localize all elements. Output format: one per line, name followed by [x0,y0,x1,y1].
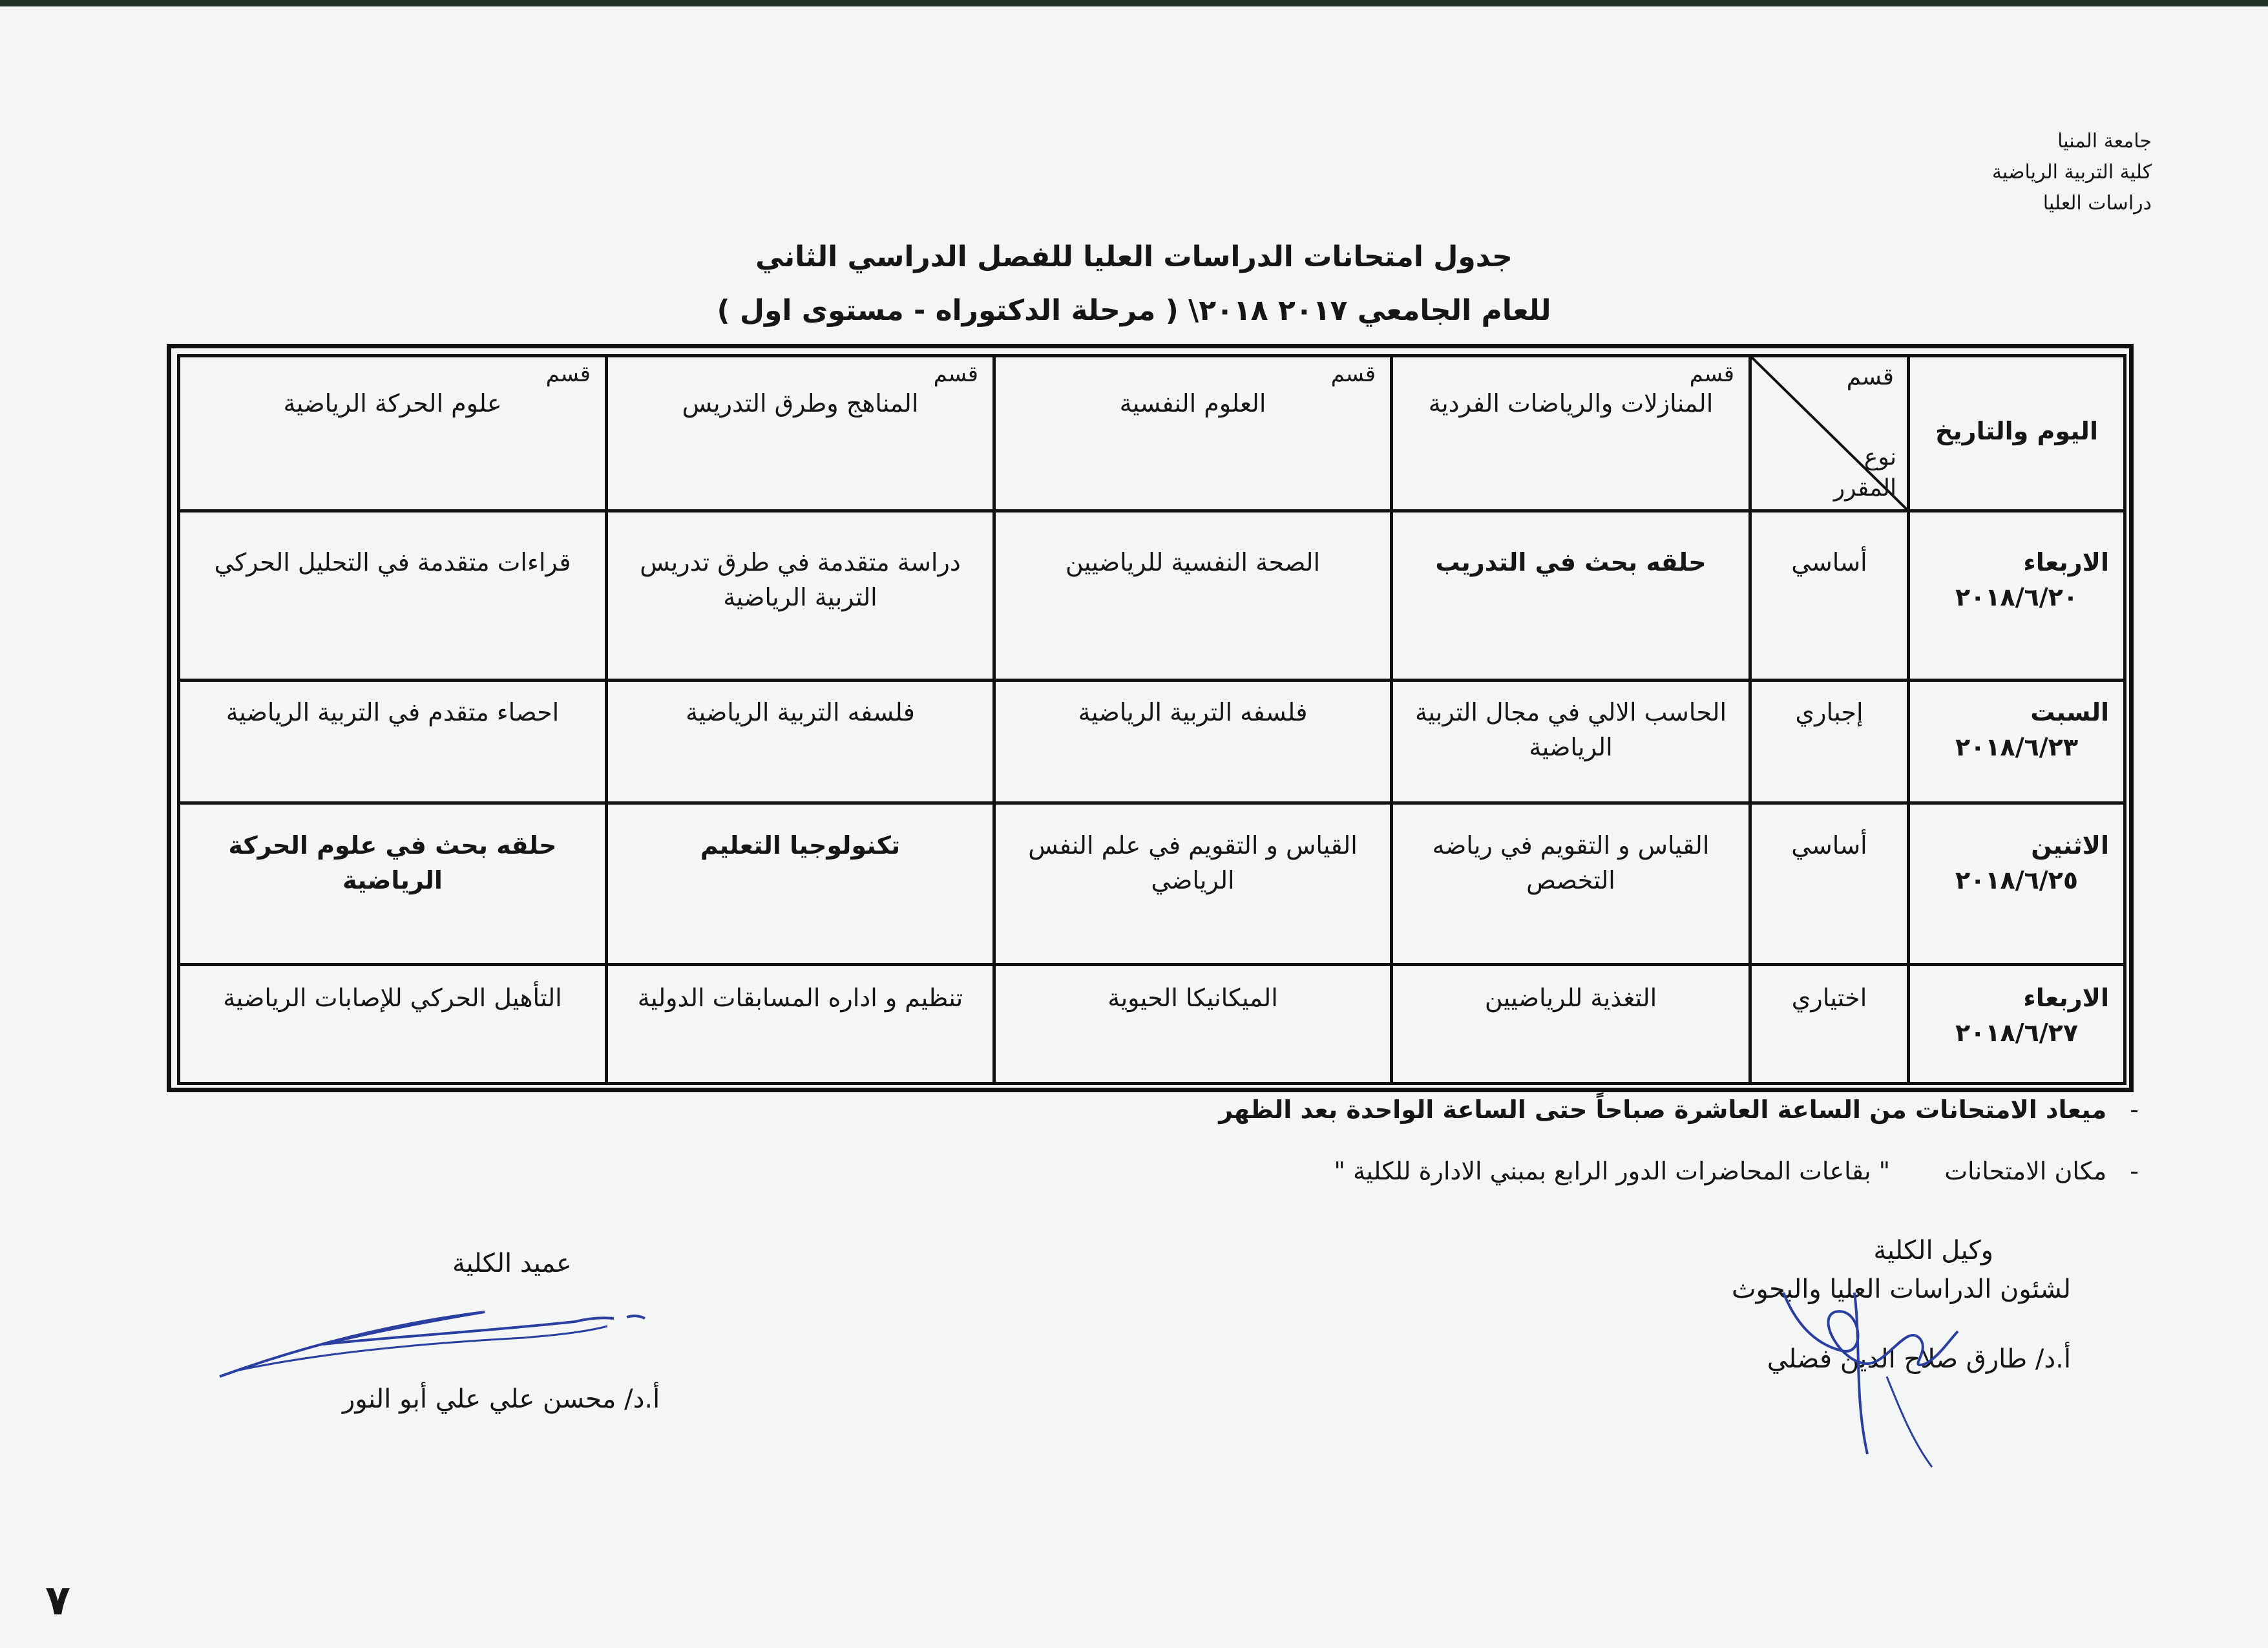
course-cell: حلقه بحث في التدريب [1392,511,1750,681]
course-cell: احصاء متقدم في التربية الرياضية [179,681,607,803]
day-date-cell [1909,965,2125,1084]
department-header [179,356,607,511]
day-name: الاربعاء [2023,984,2109,1012]
university-name: جامعة المنيا [2057,130,2152,153]
department-header [1392,356,1750,511]
course-cell: تكنولوجيا التعليم [607,803,994,965]
department-name: دراسات العليا [2042,192,2152,215]
course-type-header [1750,356,1909,511]
exam-place-note [1334,1157,2139,1185]
course-cell: تنظيم و اداره المسابقات الدولية [607,965,994,1084]
page-number: ٧ [45,1577,71,1625]
department-name: العلوم النفسية [1119,389,1266,417]
day-date-cell [1909,681,2125,803]
department-header [994,356,1392,511]
exam-date: ٢٠١٨/٦/٢٧ [1955,1019,2079,1047]
exam-time-note [1219,1095,2139,1124]
dean-signature-scribble [213,1293,666,1389]
course-cell: الميكانيكا الحيوية [994,965,1392,1084]
department-name: علوم الحركة الرياضية [283,389,502,417]
course-cell: فلسفه التربية الرياضية [607,681,994,803]
exam-place-label: مكان الامتحانات [1944,1157,2107,1185]
department-label: قسم [1689,361,1734,387]
department-label: قسم [1330,361,1376,387]
table-row [179,511,2125,681]
table-row [179,803,2125,965]
exam-date: ٢٠١٨/٦/٢٥ [1955,866,2079,894]
exam-time-text: ميعاد الامتحانات من الساعة العاشرة صباحاً حتى الساعة الواحدة بعد الظهر [1219,1095,2107,1124]
exam-date: ٢٠١٨/٦/٢٠ [1955,583,2079,611]
exam-date: ٢٠١٨/٦/٢٣ [1955,733,2079,761]
course-cell: التغذية للرياضيين [1392,965,1750,1084]
course-cell: التأهيل الحركي للإصابات الرياضية [179,965,607,1084]
dean-name: أ.د/ محسن علي علي أبو النور [342,1384,660,1414]
day-name: السبت [2030,698,2109,726]
vice-dean-title-line1: وكيل الكلية [1873,1236,1993,1265]
day-name: الاثنين [2031,831,2109,860]
exam-place-value: " بقاعات المحاضرات الدور الرابع بمبني الادارة للكلية " [1334,1157,1891,1185]
faculty-name: كلية التربية الرياضية [1991,161,2152,184]
course-cell: الحاسب الالي في مجال التربية الرياضية [1392,681,1750,803]
course-cell: حلقه بحث في علوم الحركة الرياضية [179,803,607,965]
dean-title: عميد الكلية [452,1249,572,1278]
diag-header-type [1834,442,1896,504]
table-header-row [179,356,2125,511]
course-cell: الصحة النفسية للرياضيين [994,511,1392,681]
course-type: أساسي [1750,511,1909,681]
course-cell: فلسفه التربية الرياضية [994,681,1392,803]
diag-header-type-line2: المقرر [1833,475,1896,502]
course-cell: القياس و التقويم في علم النفس الرياضي [994,803,1392,965]
course-type: أساسي [1750,803,1909,965]
day-date-cell [1909,511,2125,681]
department-name: المنازلات والرياضات الفردية [1428,389,1714,417]
day-date-cell [1909,803,2125,965]
course-cell: القياس و التقويم في رياضه التخصص [1392,803,1750,965]
department-label: قسم [545,361,591,387]
department-label: قسم [933,361,978,387]
department-name: المناهج وطرق التدريس [682,389,919,417]
vice-dean-title-line2: لشئون الدراسات العليا والبحوث [1731,1274,2071,1304]
page-title: جدول امتحانات الدراسات العليا للفصل الدراسي الثاني [755,240,1513,273]
table-row [179,965,2125,1084]
page-subtitle: للعام الجامعي ٢٠١٧ ٢٠١٨\ ( مرحلة الدكتوراه - مستوى اول ) [717,294,1551,327]
course-type: إجباري [1750,681,1909,803]
diag-header-type-line1: نوع [1864,444,1896,470]
day-date-header: اليوم والتاريخ [1909,356,2125,511]
institution-header [1699,126,2152,219]
scan-top-edge [0,0,2268,6]
course-cell: دراسة متقدمة في طرق تدريس التربية الرياضية [607,511,994,681]
vice-dean-name: أ.د/ طارق صلاح الدين فضلي [1767,1344,2071,1374]
bullet-dash: - [2130,1095,2139,1124]
course-type: اختياري [1750,965,1909,1084]
bullet-dash: - [2130,1157,2139,1185]
vice-dean-signature-scribble [1758,1267,1971,1480]
diag-header-department: قسم [1846,364,1894,390]
day-name: الاربعاء [2023,548,2109,576]
exam-schedule-table [177,354,2126,1085]
table-row [179,681,2125,803]
department-header [607,356,994,511]
course-cell: قراءات متقدمة في التحليل الحركي [179,511,607,681]
